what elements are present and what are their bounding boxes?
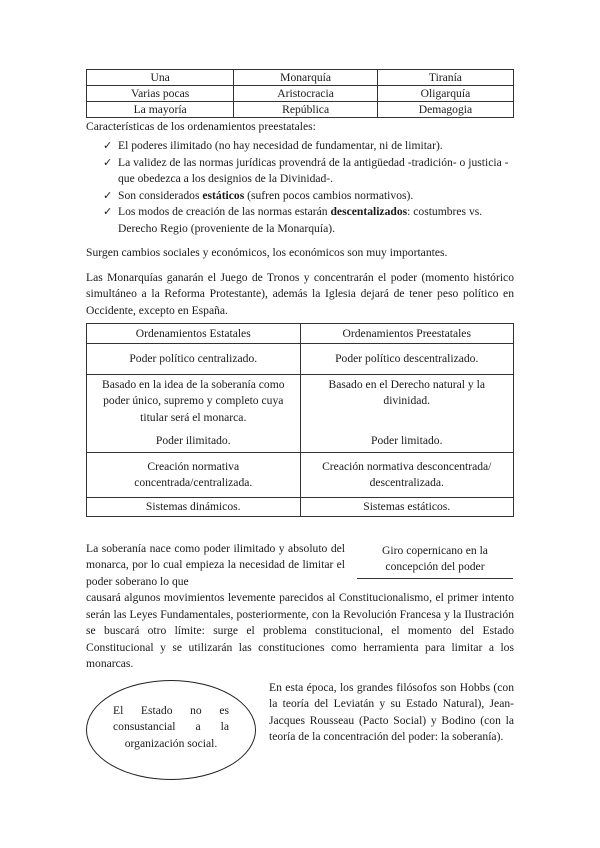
era-section xyxy=(86,680,514,790)
checkmark-icon: ✓ xyxy=(103,139,113,153)
list-item xyxy=(86,188,514,204)
ellipse-text: El Estado no es consustancial a la organización social. xyxy=(113,703,229,751)
table-cell: Creación normativa desconcentrada/ descentralizada. xyxy=(300,452,514,497)
table-cell: Sistemas dinámicos. xyxy=(87,497,301,516)
table-cell: Poder político descentralizado. xyxy=(300,343,514,374)
checkmark-icon: ✓ xyxy=(103,188,113,202)
table-row xyxy=(87,70,514,86)
column-header-estatales: Ordenamientos Estatales xyxy=(87,323,301,343)
table-row xyxy=(87,102,514,118)
table-cell: Demagogia xyxy=(377,102,513,118)
checkmark-icon: ✓ xyxy=(103,205,113,219)
preestatal-characteristics-list xyxy=(86,138,514,237)
table-row xyxy=(87,343,514,374)
cell-text-top: Basado en la idea de la soberanía como poder único, supremo y completo cuya titular será el monarca. xyxy=(101,377,285,424)
table-cell: Poder político centralizado. xyxy=(87,343,301,374)
list-item xyxy=(86,204,514,237)
paragraph-monarquias: Las Monarquías ganarán el Juego de Tronos y concentrarán el poder (momento histórico simultáneo a la Reforma Protestante), además la Iglesia dejará de tener peso político en Occidente, excepto en España. xyxy=(86,270,514,317)
list-item xyxy=(86,138,514,154)
table-cell: Oligarquía xyxy=(377,86,513,102)
column-header-preestatales: Ordenamientos Preestatales xyxy=(300,323,514,343)
forms-of-government-table xyxy=(86,69,514,118)
list-item-text: El poderes ilimitado (no hay necesidad de fundamentar, ni de limitar). xyxy=(118,139,443,153)
table-row xyxy=(87,86,514,102)
soberania-section xyxy=(86,541,514,673)
table-cell xyxy=(300,374,514,452)
giro-copernicano-callout: Giro copernicano en la concepción del poder xyxy=(357,543,513,579)
estado-ellipse-callout xyxy=(86,680,256,780)
soberania-continuation-text: causará algunos movimientos levemente parecidos al Constitucionalismo, el primer intento serán las Leyes Fundamentales, posteriormente, con la Revolución Francesa y la Ilustración se buscará otro límite: surge el problema constitucional, el momento del Estado Constitucional y se utilizarán las constituciones como herramienta para limitar a los monarcas. xyxy=(86,591,514,671)
preestatal-intro: Características de los ordenamientos preestatales: xyxy=(86,120,316,133)
table-cell: Una xyxy=(87,70,234,86)
filosofos-paragraph: En esta época, los grandes filósofos son Hobbs (con la teoría del Leviatán y su Estado Natural), Jean-Jacques Rousseau (Pacto Social) y Bodino (con la teoría de la concentración del poder: la soberanía). xyxy=(269,680,514,743)
list-item-bold-text: estáticos xyxy=(202,188,245,202)
table-row xyxy=(87,497,514,516)
list-item-text: La validez de las normas jurídicas provendrá de la antigüedad -tradición- o justicia -que obedezca a los designios de la Divinidad-. xyxy=(118,155,509,186)
table-cell: Varias pocas xyxy=(87,86,234,102)
ordenamientos-comparison-table xyxy=(86,323,514,517)
table-cell: Sistemas estáticos. xyxy=(300,497,514,516)
cell-text-bottom: Poder limitado. xyxy=(371,433,443,447)
list-item xyxy=(86,155,514,188)
table-row xyxy=(87,374,514,452)
table-cell: Tiranía xyxy=(377,70,513,86)
paragraph-cambios: Surgen cambios sociales y económicos, los económicos son muy importantes. xyxy=(86,246,448,260)
table-header-row xyxy=(87,323,514,343)
cell-text-bottom: Poder ilimitado. xyxy=(155,433,231,447)
table-cell: Monarquía xyxy=(234,70,378,86)
list-item-text-before: Son considerados xyxy=(118,188,203,202)
list-item-text-after: : costumbres vs. Derecho Regio (proveniente de la Monarquía). xyxy=(118,205,483,235)
soberania-intro-text: La soberanía nace como poder ilimitado y absoluto del monarca, por lo cual empieza la necesidad de limitar el poder soberano lo que xyxy=(86,541,345,588)
table-cell: La mayoría xyxy=(87,102,234,118)
checkmark-icon: ✓ xyxy=(103,155,113,169)
table-cell: Aristocracia xyxy=(234,86,378,102)
list-item-text-after: (sufren pocos cambios normativos). xyxy=(244,188,414,202)
cell-text-top: Basado en el Derecho natural y la divinidad. xyxy=(328,377,485,408)
table-cell xyxy=(87,374,301,452)
table-row xyxy=(87,452,514,497)
list-item-text-before: Los modos de creación de las normas estarán xyxy=(118,205,331,219)
list-item-bold-text: descentalizados xyxy=(330,205,408,219)
table-cell: República xyxy=(234,102,378,118)
table-cell: Creación normativa concentrada/centralizada. xyxy=(87,452,301,497)
document-page xyxy=(86,69,514,790)
